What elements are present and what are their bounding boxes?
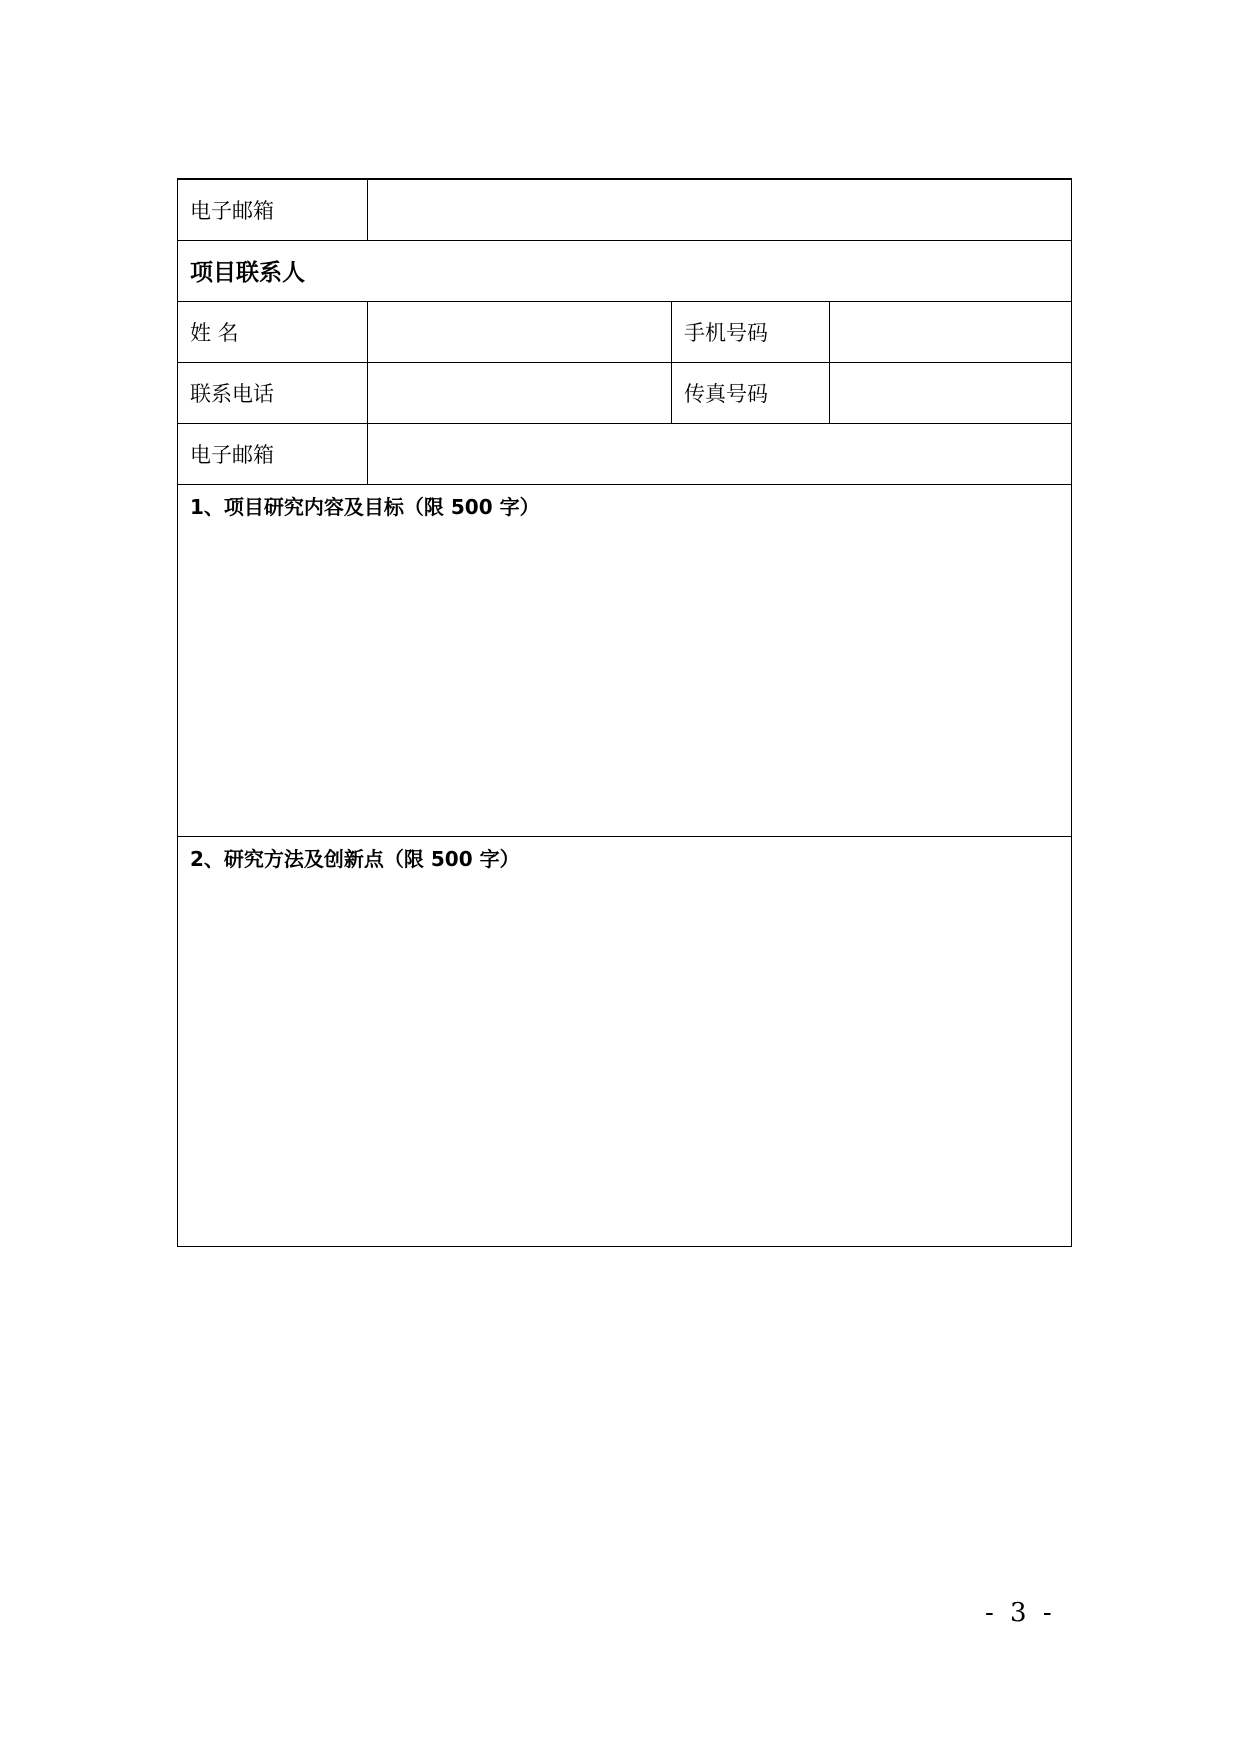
table-row [178,240,1072,301]
fax-label: 传真号码 [672,362,830,423]
application-form-table [177,178,1072,1247]
fax-field[interactable] [830,362,1072,423]
table-row [178,301,1072,362]
table-row [178,179,1072,240]
table-row [178,836,1072,1246]
name-label: 姓 名 [178,301,368,362]
mobile-label: 手机号码 [672,301,830,362]
method-innovation-field[interactable] [178,836,1072,1246]
contact-email-field[interactable] [368,423,1072,484]
method-innovation-label: 2、研究方法及创新点（限 500 字） [190,846,520,871]
name-field[interactable] [368,301,672,362]
phone-label: 联系电话 [178,362,368,423]
table-row [178,423,1072,484]
contact-section-title: 项目联系人 [178,240,1072,301]
contact-email-label: 电子邮箱 [178,423,368,484]
mobile-field[interactable] [830,301,1072,362]
research-content-field[interactable] [178,484,1072,836]
research-content-label: 1、项目研究内容及目标（限 500 字） [190,494,540,519]
table-row [178,362,1072,423]
email-field[interactable] [368,179,1072,240]
page-number: - 3 - [985,1598,1056,1628]
phone-field[interactable] [368,362,672,423]
table-row [178,484,1072,836]
email-label: 电子邮箱 [178,179,368,240]
